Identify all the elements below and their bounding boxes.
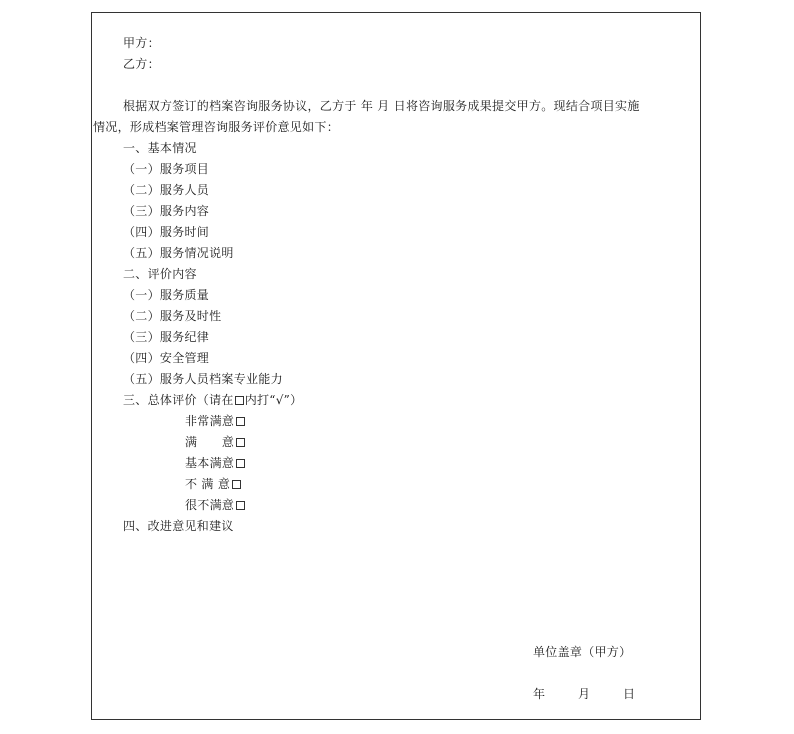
evaluation-content-item: （三）服务纪律 bbox=[123, 330, 210, 344]
overall-evaluation-title-suffix: 内打“√”） bbox=[244, 393, 303, 407]
intro-paragraph-line1: 根据双方签订的档案咨询服务协议，乙方于 年 月 日将咨询服务成果提交甲方。现结合项目实施 bbox=[123, 99, 640, 113]
rating-option-label: 非常满意 bbox=[185, 414, 235, 428]
evaluation-form-frame bbox=[91, 12, 701, 720]
evaluation-content-item: （五）服务人员档案专业能力 bbox=[123, 372, 283, 386]
intro-paragraph-line2: 情况，形成档案管理咨询服务评价意见如下： bbox=[93, 120, 340, 134]
rating-option-basically-satisfied bbox=[185, 456, 245, 470]
overall-evaluation-title-prefix: 三、总体评价（请在 bbox=[123, 393, 234, 407]
evaluation-content-item: （二）服务及时性 bbox=[123, 309, 222, 323]
rating-option-satisfied bbox=[185, 435, 245, 449]
section-overall-evaluation-title bbox=[123, 393, 302, 407]
rating-option-label: 很不满意 bbox=[185, 498, 235, 512]
rating-checkbox[interactable] bbox=[236, 438, 245, 447]
evaluation-content-item: （四）安全管理 bbox=[123, 351, 210, 365]
basic-info-item: （一）服务项目 bbox=[123, 162, 210, 176]
rating-option-very-dissatisfied bbox=[185, 498, 245, 512]
basic-info-item: （三）服务内容 bbox=[123, 204, 210, 218]
rating-checkbox[interactable] bbox=[236, 417, 245, 426]
rating-checkbox[interactable] bbox=[236, 501, 245, 510]
rating-option-label: 不 满 意 bbox=[185, 477, 231, 491]
checkbox-sample-icon bbox=[235, 396, 244, 405]
party-b-label: 乙方： bbox=[123, 57, 160, 71]
basic-info-item: （四）服务时间 bbox=[123, 225, 210, 239]
rating-option-label: 基本满意 bbox=[185, 456, 235, 470]
basic-info-item: （五）服务情况说明 bbox=[123, 246, 234, 260]
basic-info-item: （二）服务人员 bbox=[123, 183, 210, 197]
rating-option-label: 满 意 bbox=[185, 435, 235, 449]
seal-label: 单位盖章（甲方） bbox=[533, 645, 632, 659]
rating-checkbox[interactable] bbox=[236, 459, 245, 468]
party-a-label: 甲方： bbox=[123, 36, 160, 50]
section-improvement-suggestions-title: 四、改进意见和建议 bbox=[123, 519, 234, 533]
rating-option-very-satisfied bbox=[185, 414, 245, 428]
section-evaluation-content-title: 二、评价内容 bbox=[123, 267, 197, 281]
rating-option-dissatisfied bbox=[185, 477, 241, 491]
signature-date: 年 月 日 bbox=[533, 687, 639, 701]
rating-checkbox[interactable] bbox=[232, 480, 241, 489]
evaluation-content-item: （一）服务质量 bbox=[123, 288, 210, 302]
section-basic-info-title: 一、基本情况 bbox=[123, 141, 197, 155]
